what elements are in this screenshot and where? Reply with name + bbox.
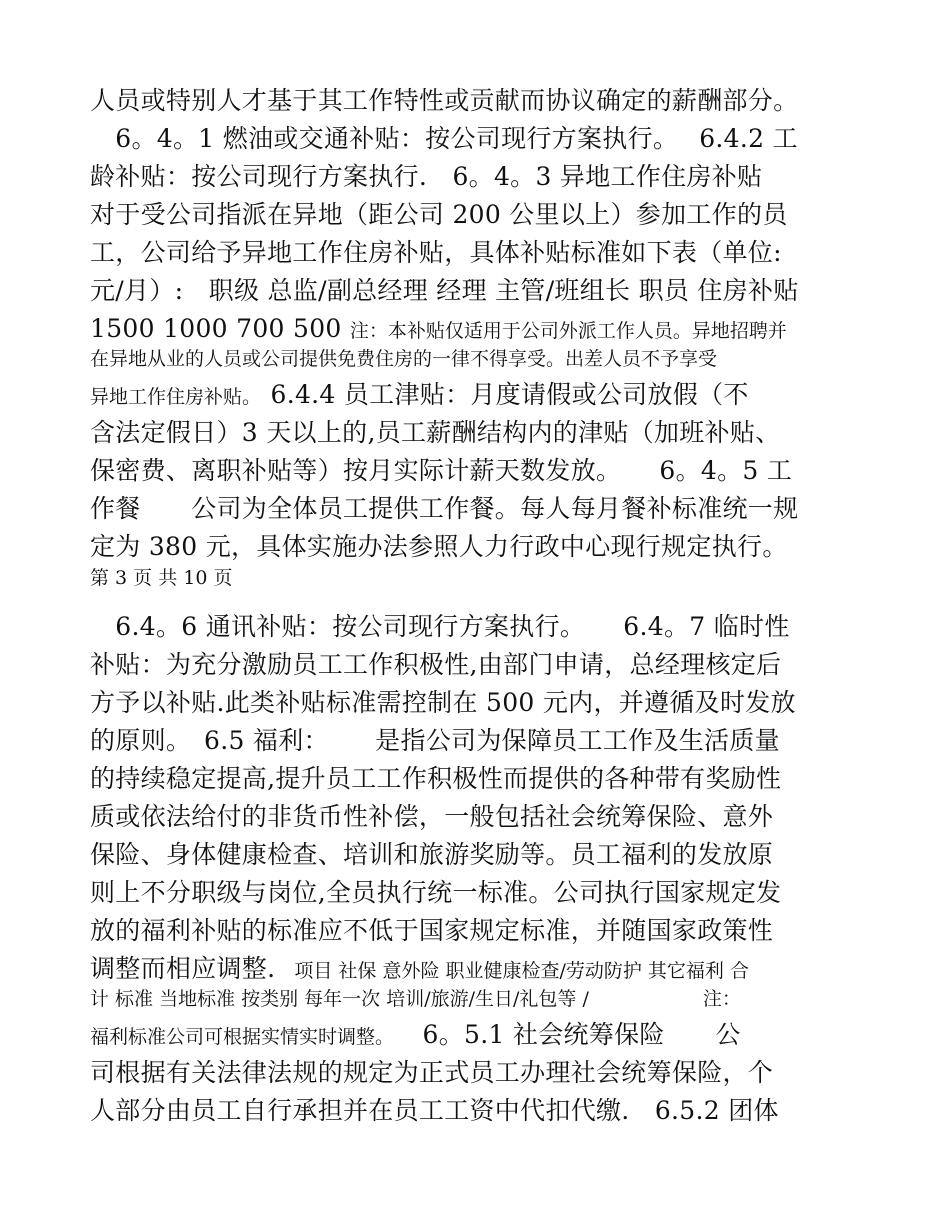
text-run: 调整而相应调整. (90, 954, 276, 983)
text-line (90, 382, 749, 407)
text-line: 作餐 公司为全体员工提供工作餐。每人每月餐补标准统一规 (90, 494, 799, 523)
text-line: 定为 380 元，具体实施办法参照人力行政中心现行规定执行。 (90, 532, 788, 561)
text-line (90, 316, 787, 341)
text-run: 异地工作住房补贴。 (90, 386, 271, 408)
text-line: 的持续稳定提高,提升员工工作积极性而提供的各种带有奖励性 (90, 764, 782, 793)
text-line: 放的福利补贴的标准应不低于国家规定标准，并随国家政策性 (90, 916, 774, 945)
text-line: 质或依法给付的非货币性补偿，一般包括社会统筹保险、意外 (90, 802, 774, 831)
text-line (90, 1022, 741, 1047)
page-footer: 第 3 页 共 10 页 (90, 567, 233, 589)
text-line: 方予以补贴.此类补贴标准需控制在 500 元内，并遵循及时发放 (90, 688, 796, 717)
text-line: 含法定假日）3 天以上的,员工薪酬结构内的津贴（加班补贴、 (90, 418, 781, 447)
text-line: 元/月）: 职级 总监/副总经理 经理 主管/班组长 职员 住房补贴 (90, 276, 799, 305)
text-line: 司根据有关法律法规的规定为正式员工办理社会统筹保险，个 (90, 1058, 774, 1087)
text-line: 保险、身体健康检查、培训和旅游奖励等。员工福利的发放原 (90, 840, 774, 869)
text-line: 工，公司给予异地工作住房补贴，具体补贴标准如下表（单位: (90, 238, 782, 267)
text-line: 的原则。 6.5 福利： 是指公司为保障员工工作及生活质量 (90, 726, 780, 755)
text-run: 6。5.1 社会统筹保险 公 (422, 1020, 741, 1049)
text-run: 福利标准公司可根据实情实时调整。 (90, 1026, 423, 1048)
text-line: 6.4。6 通讯补贴：按公司现行方案执行。 6.4。7 临时性 (90, 612, 790, 641)
text-run: 1500 1000 700 500 (90, 314, 350, 343)
text-run: 注：本补贴仅适用于公司外派工作人员。异地招聘并 (349, 320, 787, 342)
text-line (90, 956, 749, 981)
text-line: 人员或特别人才基于其工作特性或贡献而协议确定的薪酬部分。 (90, 86, 799, 115)
text-line: 人部分由员工自行承担并在员工工资中代扣代缴. 6.5.2 团体 (90, 1096, 779, 1125)
text-line: 在异地从业的人员或公司提供免费住房的一律不得享受。出差人员不予享受 (90, 348, 718, 370)
text-run: 项目 社保 意外险 职业健康检查/劳动防护 其它福利 合 (275, 960, 749, 982)
text-run: 6.4.4 员工津贴：月度请假或公司放假（不 (270, 380, 749, 409)
text-line: 对于受公司指派在异地（距公司 200 公里以上）参加工作的员 (90, 200, 788, 229)
text-line: 计 标准 当地标准 按类别 每年一次 培训/旅游/生日/礼包等 / 注： (90, 988, 741, 1010)
text-line: 则上不分职级与岗位,全员执行统一标准。公司执行国家规定发 (90, 878, 782, 907)
text-line: 保密费、离职补贴等）按月实际计薪天数发放。 6。4。5 工 (90, 456, 793, 485)
text-line: 6。4。1 燃油或交通补贴：按公司现行方案执行。 6.4.2 工 (90, 124, 798, 153)
text-line: 龄补贴：按公司现行方案执行. 6。4。3 异地工作住房补贴 (90, 162, 763, 191)
text-line: 补贴：为充分激励员工工作积极性,由部门申请，总经理核定后 (90, 650, 782, 679)
